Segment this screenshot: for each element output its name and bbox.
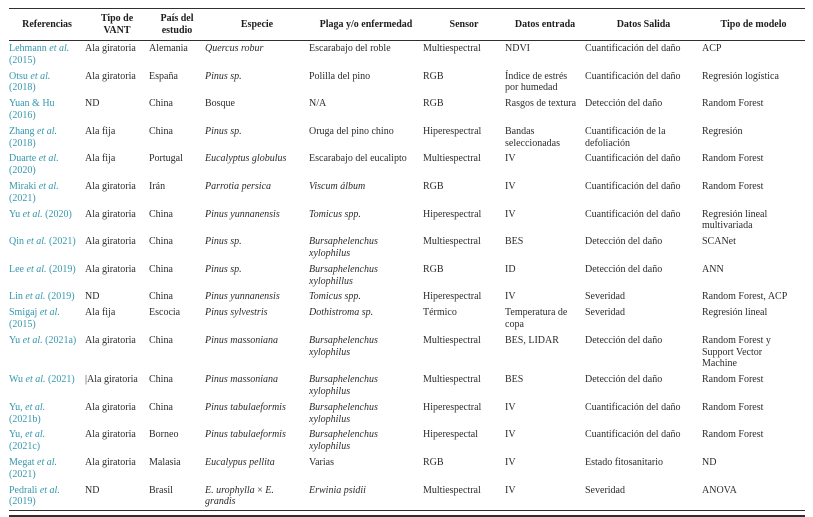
table-row bbox=[9, 372, 805, 400]
cell-referencia bbox=[9, 234, 85, 262]
cell-referencia bbox=[9, 372, 85, 400]
cell-salida: Cuantificación del daño bbox=[585, 401, 681, 413]
cell-plaga: Erwinia psidii bbox=[309, 484, 366, 496]
cell-pais: España bbox=[149, 70, 178, 82]
cell-sensor: Multiespectral bbox=[423, 374, 481, 386]
cell-entrada: BES bbox=[505, 236, 524, 248]
cell-entrada: IV bbox=[505, 401, 516, 413]
cell-entrada: NDVI bbox=[505, 43, 530, 54]
table-row bbox=[9, 400, 805, 428]
cell-vant: Ala giratoria bbox=[85, 263, 136, 275]
cell-vant: ND bbox=[85, 98, 100, 110]
cell-plaga: Bursaphelenchus xylophilus bbox=[309, 429, 378, 453]
cell-pais: Brasil bbox=[149, 484, 173, 496]
cell-plaga: Oruga del pino chino bbox=[309, 125, 394, 137]
cell-entrada: BES, LIDAR bbox=[505, 334, 559, 346]
cell-modelo: Random Forest bbox=[702, 401, 764, 413]
cell-especie: Eucalypus pellita bbox=[205, 456, 275, 468]
cell-vant: Ala giratoria bbox=[85, 334, 136, 346]
table-row bbox=[9, 234, 805, 262]
cell-entrada: Bandas seleccionadas bbox=[505, 125, 560, 149]
reference-link[interactable]: Pedrali et al. (2019) bbox=[9, 484, 60, 508]
cell-entrada: Temperatura de copa bbox=[505, 307, 568, 330]
cell-plaga: Tomicus spp. bbox=[309, 291, 361, 303]
cell-referencia bbox=[9, 69, 85, 97]
table-row bbox=[9, 41, 805, 69]
cell-salida: Severidad bbox=[585, 291, 625, 303]
cell-especie: Pinus massoniana bbox=[205, 334, 279, 346]
column-header-pais: País del estudio bbox=[160, 13, 194, 36]
cell-salida: Cuantificación del daño bbox=[585, 43, 681, 54]
cell-especie: Parrotia persica bbox=[205, 180, 272, 192]
cell-plaga: Bursaphelenchus xylophilus bbox=[309, 236, 378, 259]
table-row bbox=[9, 179, 805, 207]
cell-salida: Cuantificación de la defoliación bbox=[585, 125, 666, 149]
column-header-vant: Tipo de VANT bbox=[100, 13, 134, 36]
cell-pais: Escocia bbox=[149, 307, 181, 319]
reference-link[interactable]: Miraki et al. (2021) bbox=[9, 180, 59, 204]
cell-plaga: Bursaphelenchus xylophilus bbox=[309, 401, 378, 425]
reference-link[interactable]: Yu et al. (2020) bbox=[9, 208, 72, 220]
cell-vant: Ala giratoria bbox=[85, 401, 136, 413]
cell-plaga: Polilla del pino bbox=[309, 70, 371, 82]
cell-modelo: Random Forest bbox=[702, 98, 764, 110]
cell-entrada: IV bbox=[505, 291, 516, 303]
cell-entrada: BES bbox=[505, 374, 524, 386]
reference-link[interactable]: Otsu et al. (2018) bbox=[9, 70, 51, 94]
reference-link[interactable]: Yu, et al. (2021b) bbox=[9, 401, 46, 425]
cell-plaga: N/A bbox=[309, 98, 327, 110]
table-body bbox=[9, 41, 805, 511]
cell-sensor: Térmico bbox=[423, 307, 457, 319]
cell-pais: China bbox=[149, 263, 173, 275]
column-header-referencia: Referencias bbox=[22, 18, 72, 30]
cell-modelo: ND bbox=[702, 456, 717, 468]
cell-modelo: Random Forest, ACP bbox=[702, 291, 788, 303]
reference-link[interactable]: Lehmann et al. (2015) bbox=[9, 43, 70, 66]
cell-referencia bbox=[9, 262, 85, 290]
cell-sensor: RGB bbox=[423, 180, 444, 192]
cell-pais: Alemania bbox=[149, 43, 188, 54]
cell-salida: Detección del daño bbox=[585, 236, 663, 248]
cell-salida: Estado fitosanitario bbox=[585, 456, 664, 468]
cell-vant: Ala giratoria bbox=[85, 456, 136, 468]
cell-especie: Pinus sylvestris bbox=[205, 307, 268, 319]
header-row bbox=[9, 9, 805, 41]
cell-modelo: Random Forest bbox=[702, 374, 764, 386]
cell-entrada: IV bbox=[505, 153, 516, 165]
cell-vant: Ala fija bbox=[85, 307, 116, 319]
cell-plaga: Escarabajo del roble bbox=[309, 43, 391, 54]
cell-pais: Portugal bbox=[149, 153, 183, 165]
cell-modelo: ANN bbox=[702, 263, 724, 275]
cell-pais: Malasia bbox=[149, 456, 181, 468]
cell-referencia bbox=[9, 96, 85, 124]
cell-pais: China bbox=[149, 236, 173, 248]
cell-especie: Quercus robur bbox=[205, 43, 264, 54]
reference-link[interactable]: Yu et al. (2021a) bbox=[9, 334, 77, 346]
cell-vant: Ala giratoria bbox=[85, 43, 136, 54]
cell-referencia bbox=[9, 305, 85, 333]
cell-especie: Pinus sp. bbox=[205, 263, 242, 275]
cell-referencia bbox=[9, 41, 85, 69]
cell-modelo: Random Forest bbox=[702, 429, 764, 441]
review-table bbox=[9, 8, 805, 511]
column-header-salida: Datos Salida bbox=[616, 18, 671, 30]
cell-entrada: IV bbox=[505, 456, 516, 468]
cell-vant: |Ala giratoria bbox=[85, 374, 138, 386]
cell-especie: Pinus sp. bbox=[205, 70, 242, 82]
cell-plaga: Dothistroma sp. bbox=[309, 307, 374, 319]
cell-vant: Ala giratoria bbox=[85, 429, 136, 441]
reference-link[interactable]: Megat et al. (2021) bbox=[9, 456, 58, 480]
table-row bbox=[9, 305, 805, 333]
cell-especie: Pinus yunnanensis bbox=[205, 291, 280, 303]
cell-sensor: Hiperespectal bbox=[423, 429, 478, 441]
cell-especie: Bosque bbox=[205, 98, 235, 110]
cell-salida: Cuantificación del daño bbox=[585, 208, 681, 220]
cell-salida: Detección del daño bbox=[585, 98, 663, 110]
cell-plaga: Bursaphelenchus xylophilus bbox=[309, 374, 378, 397]
table-row bbox=[9, 455, 805, 483]
cell-modelo: Random Forest bbox=[702, 153, 764, 165]
cell-sensor: RGB bbox=[423, 263, 444, 275]
cell-sensor: Hiperespectral bbox=[423, 208, 482, 220]
column-header-modelo: Tipo de modelo bbox=[720, 18, 787, 30]
cell-salida: Severidad bbox=[585, 307, 625, 319]
cell-plaga: Tomicus spp. bbox=[309, 208, 361, 220]
column-header-entrada: Datos entrada bbox=[514, 18, 576, 30]
cell-modelo: ACP bbox=[702, 43, 722, 54]
table-row bbox=[9, 483, 805, 511]
cell-salida: Cuantificación del daño bbox=[585, 153, 681, 165]
cell-vant: Ala fija bbox=[85, 125, 116, 137]
cell-especie: Pinus sp. bbox=[205, 236, 242, 248]
column-header-sensor: Sensor bbox=[449, 18, 479, 30]
table-row bbox=[9, 262, 805, 290]
cell-referencia bbox=[9, 333, 85, 372]
cell-referencia bbox=[9, 427, 85, 455]
cell-entrada: IV bbox=[505, 180, 516, 192]
reference-link[interactable]: Qin et al. (2021) bbox=[9, 236, 76, 248]
cell-modelo: SCANet bbox=[702, 236, 736, 248]
cell-modelo: Regresión lineal multivariada bbox=[702, 208, 768, 232]
cell-especie: Pinus sp. bbox=[205, 125, 242, 137]
cell-vant: Ala fija bbox=[85, 153, 116, 165]
cell-salida: Detección del daño bbox=[585, 374, 663, 386]
column-header-plaga: Plaga y/o enfermedad bbox=[319, 18, 413, 30]
cell-pais: Borneo bbox=[149, 429, 179, 441]
table-row bbox=[9, 427, 805, 455]
cell-pais: China bbox=[149, 374, 173, 386]
table-row bbox=[9, 124, 805, 152]
table-row bbox=[9, 333, 805, 372]
cell-salida: Severidad bbox=[585, 484, 625, 496]
cell-salida: Cuantificación del daño bbox=[585, 180, 681, 192]
cell-vant: Ala giratoria bbox=[85, 180, 136, 192]
cell-sensor: Hiperespectral bbox=[423, 401, 482, 413]
cell-especie: Pinus tabulaeformis bbox=[205, 429, 286, 441]
cell-referencia bbox=[9, 289, 85, 305]
cell-salida: Cuantificación del daño bbox=[585, 429, 681, 441]
table-row bbox=[9, 96, 805, 124]
cell-referencia bbox=[9, 207, 85, 235]
cell-sensor: Multiespectral bbox=[423, 43, 481, 54]
reference-link[interactable]: Duarte et al. (2020) bbox=[9, 153, 59, 177]
cell-entrada: IV bbox=[505, 429, 516, 441]
cell-sensor: RGB bbox=[423, 98, 444, 110]
cell-sensor: Multiespectral bbox=[423, 153, 481, 165]
cell-modelo: Random Forest bbox=[702, 180, 764, 192]
cell-entrada: Índice de estrés por humedad bbox=[505, 70, 568, 94]
cell-salida: Detección del daño bbox=[585, 334, 663, 346]
cell-entrada: Rasgos de textura bbox=[505, 98, 577, 110]
cell-plaga: Viscum álbum bbox=[309, 180, 366, 192]
cell-plaga: Escarabajo del eucalipto bbox=[309, 153, 407, 165]
cell-referencia bbox=[9, 151, 85, 179]
table-container bbox=[9, 8, 805, 517]
cell-plaga: Varias bbox=[309, 456, 334, 468]
cell-pais: China bbox=[149, 401, 173, 413]
reference-link[interactable]: Lee et al. (2019) bbox=[9, 263, 76, 275]
cell-especie: Pinus tabulaeformis bbox=[205, 401, 286, 413]
cell-modelo: Regresión bbox=[702, 125, 743, 137]
cell-pais: China bbox=[149, 208, 173, 220]
cell-vant: ND bbox=[85, 484, 100, 496]
cell-modelo: Regresión logística bbox=[702, 70, 779, 82]
cell-entrada: IV bbox=[505, 484, 516, 496]
reference-link[interactable]: Smigaj et al. (2015) bbox=[9, 307, 60, 330]
cell-pais: China bbox=[149, 291, 173, 303]
column-header-especie: Especie bbox=[240, 18, 274, 30]
cell-plaga: Bursaphelenchus xylophilus bbox=[309, 334, 378, 358]
cell-especie: E. urophylla × E. grandis bbox=[205, 484, 274, 508]
cell-referencia bbox=[9, 455, 85, 483]
cell-sensor: Hiperespectral bbox=[423, 125, 482, 137]
cell-entrada: ID bbox=[505, 263, 516, 275]
cell-entrada: IV bbox=[505, 208, 516, 220]
cell-pais: Irán bbox=[149, 180, 166, 192]
cell-especie: Pinus massoniana bbox=[205, 374, 279, 386]
cell-plaga: Bursaphelenchus xylophillus bbox=[309, 263, 378, 287]
cell-especie: Pinus yunnanensis bbox=[205, 208, 280, 220]
cell-salida: Cuantificación del daño bbox=[585, 70, 681, 82]
cell-referencia bbox=[9, 124, 85, 152]
reference-link[interactable]: Yu, et al. (2021c) bbox=[9, 429, 46, 453]
cell-pais: China bbox=[149, 125, 173, 137]
cell-pais: China bbox=[149, 98, 173, 110]
table-row bbox=[9, 69, 805, 97]
reference-link[interactable]: Zhang et al. (2018) bbox=[9, 125, 58, 149]
reference-link[interactable]: Lin et al. (2019) bbox=[9, 291, 75, 303]
cell-sensor: RGB bbox=[423, 456, 444, 468]
cell-sensor: RGB bbox=[423, 70, 444, 82]
reference-link[interactable]: Wu et al. (2021) bbox=[9, 374, 75, 386]
cell-sensor: Multiespectral bbox=[423, 484, 481, 496]
cell-referencia bbox=[9, 179, 85, 207]
cell-vant: ND bbox=[85, 291, 100, 303]
table-row bbox=[9, 289, 805, 305]
cell-referencia bbox=[9, 400, 85, 428]
cell-referencia bbox=[9, 483, 85, 511]
cell-modelo: ANOVA bbox=[702, 484, 737, 496]
cell-vant: Ala giratoria bbox=[85, 70, 136, 82]
cell-vant: Ala giratoria bbox=[85, 236, 136, 248]
cell-modelo: Regresión lineal bbox=[702, 307, 768, 319]
table-row bbox=[9, 151, 805, 179]
cell-vant: Ala giratoria bbox=[85, 208, 136, 220]
table-header bbox=[9, 9, 805, 41]
cell-modelo: Random Forest y Support Vector Machine bbox=[702, 334, 771, 370]
reference-link[interactable]: Yuan & Hu (2016) bbox=[9, 98, 55, 121]
cell-salida: Detección del daño bbox=[585, 263, 663, 275]
cell-sensor: Multiespectral bbox=[423, 236, 481, 248]
table-row bbox=[9, 207, 805, 235]
cell-sensor: Hiperespectral bbox=[423, 291, 482, 303]
cell-sensor: Multiespectral bbox=[423, 334, 481, 346]
cell-pais: China bbox=[149, 334, 173, 346]
cell-especie: Eucalyptus globulus bbox=[205, 153, 287, 165]
